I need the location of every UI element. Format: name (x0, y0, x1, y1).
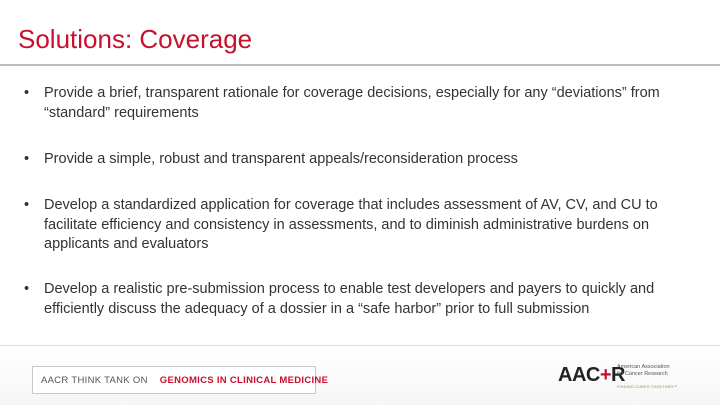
aacr-logo (558, 364, 625, 390)
logo-plus-icon: + (599, 364, 612, 386)
think-tank-prefix: AACR THINK TANK ON (41, 374, 148, 386)
logo-text-left: AAC (558, 364, 600, 386)
logo-text-right: R (611, 364, 625, 386)
think-tank-banner (32, 366, 329, 394)
bullet-icon: • (24, 151, 30, 167)
bullet-text: Develop a standardized application for coverage that includes assessment of AV, CV, and CU to facilitate efficiency and consistency in assessments, and to diminish administrative burdens on applicants and evaluators (44, 197, 658, 252)
bullet-icon: • (24, 281, 30, 297)
bullet-icon: • (24, 197, 30, 213)
title-divider (0, 64, 720, 66)
bullet-text: Provide a brief, transparent rationale for coverage decisions, especially for any “deviations” from “standard” requirements (44, 85, 660, 121)
org-tagline: FINDING CURES TOGETHER™ (617, 385, 678, 389)
think-tank-topic: GENOMICS IN CLINICAL MEDICINE (159, 374, 329, 386)
org-name (617, 364, 717, 378)
org-name-line1: American Association (617, 364, 670, 370)
bullet-icon: • (24, 85, 30, 101)
bullet-text: Develop a realistic pre-submission process to enable test developers and payers to quickly and efficiently discuss the adequacy of a dossier in a “safe harbor” prior to full submission (44, 281, 655, 317)
bullet-text: Provide a simple, robust and transparent appeals/reconsideration process (44, 151, 518, 167)
org-name-line2: for Cancer Research (617, 371, 668, 377)
slide-title: Solutions: Coverage (18, 24, 253, 54)
